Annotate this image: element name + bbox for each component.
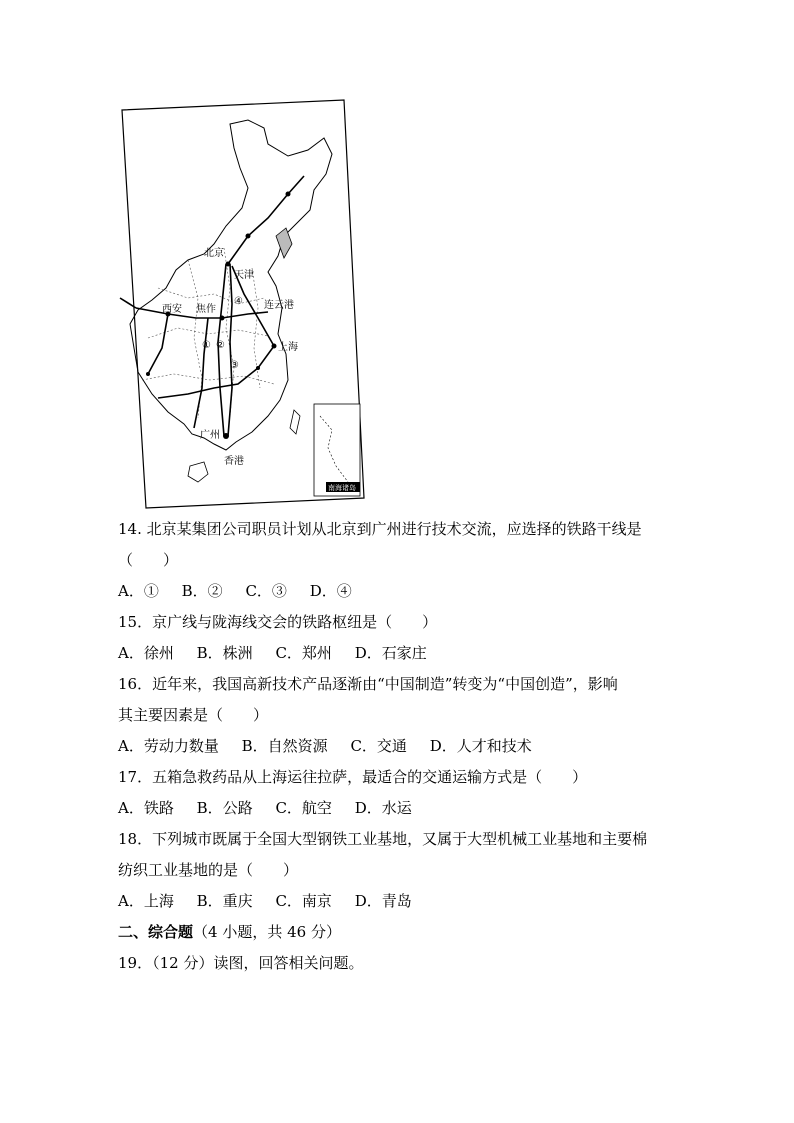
q17-option-c[interactable]: C．航空	[275, 799, 332, 817]
city-jiaozuo: 焦作	[196, 304, 216, 315]
q17-option-a[interactable]: A．铁路	[118, 799, 174, 817]
q15-option-b[interactable]: B．株洲	[196, 644, 253, 662]
route-marker-3: ③	[230, 360, 239, 371]
q16-option-a[interactable]: A．劳动力数量	[118, 737, 219, 755]
q18-option-c[interactable]: C．南京	[275, 892, 332, 910]
q18-stem: 18．下列城市既属于全国大型钢铁工业基地，又属于大型机械工业基地和主要棉	[118, 830, 648, 848]
q15-option-d[interactable]: D．石家庄	[354, 644, 427, 662]
inset-label: 南海诸岛	[328, 484, 356, 492]
q17-option-b[interactable]: B．公路	[196, 799, 253, 817]
q18-stem-cont: 纺织工业基地的是（ ）	[118, 861, 299, 879]
section2-heading	[118, 917, 688, 948]
route-marker-4: ④	[234, 296, 243, 307]
q14-option-b[interactable]: B．②	[181, 582, 223, 600]
q15-option-c[interactable]: C．郑州	[275, 644, 332, 662]
route-marker-2: ②	[216, 340, 225, 351]
city-guangzhou: 广州	[200, 430, 220, 441]
section2-detail: （4 小题，共 46 分）	[193, 923, 341, 941]
route-marker-1: ①	[202, 340, 211, 351]
inset-map	[314, 404, 360, 496]
q18-option-b[interactable]: B．重庆	[196, 892, 253, 910]
q17-options	[118, 793, 688, 824]
city-hongkong: 香港	[224, 456, 244, 467]
question-content	[118, 514, 688, 979]
q17-option-d[interactable]: D．水运	[354, 799, 412, 817]
q16-option-d[interactable]: D．人才和技术	[429, 737, 532, 755]
city-beijing: 北京	[204, 248, 224, 259]
city-tianjin: 天津	[234, 270, 254, 281]
q18-options	[118, 886, 688, 917]
q14-stem-cont: （ ）	[118, 551, 179, 569]
section2-title: 二、综合题	[118, 923, 194, 941]
city-shanghai: 上海	[278, 342, 298, 353]
q15-option-a[interactable]: A．徐州	[118, 644, 174, 662]
q14-option-a[interactable]: A．①	[118, 582, 159, 600]
q18-option-a[interactable]: A．上海	[118, 892, 174, 910]
q14-options	[118, 576, 688, 607]
q14-stem: 14. 北京某集团公司职员计划从北京到广州进行技术交流，应选择的铁路干线是	[118, 520, 642, 538]
q16-stem-cont: 其主要因素是（ ）	[118, 706, 269, 724]
q18-option-d[interactable]: D．青岛	[354, 892, 412, 910]
q16-option-c[interactable]: C．交通	[350, 737, 407, 755]
q16-stem: 16．近年来，我国高新技术产品逐渐由“中国制造”转变为“中国创造”，影响	[118, 675, 618, 693]
q16-option-b[interactable]: B．自然资源	[241, 737, 328, 755]
city-lianyungang: 连云港	[264, 300, 294, 311]
q19-stem: 19．（12 分）读图，回答相关问题。	[118, 954, 364, 972]
city-xian: 西安	[162, 304, 182, 315]
q17-stem: 17．五箱急救药品从上海运往拉萨，最适合的交通运输方式是（ ）	[118, 768, 588, 786]
railway-map	[118, 98, 366, 510]
q15-options	[118, 638, 688, 669]
q15-stem: 15．京广线与陇海线交会的铁路枢纽是（ ）	[118, 613, 438, 631]
q16-options	[118, 731, 688, 762]
q14-option-d[interactable]: D．④	[309, 582, 352, 600]
q14-option-c[interactable]: C．③	[245, 582, 287, 600]
